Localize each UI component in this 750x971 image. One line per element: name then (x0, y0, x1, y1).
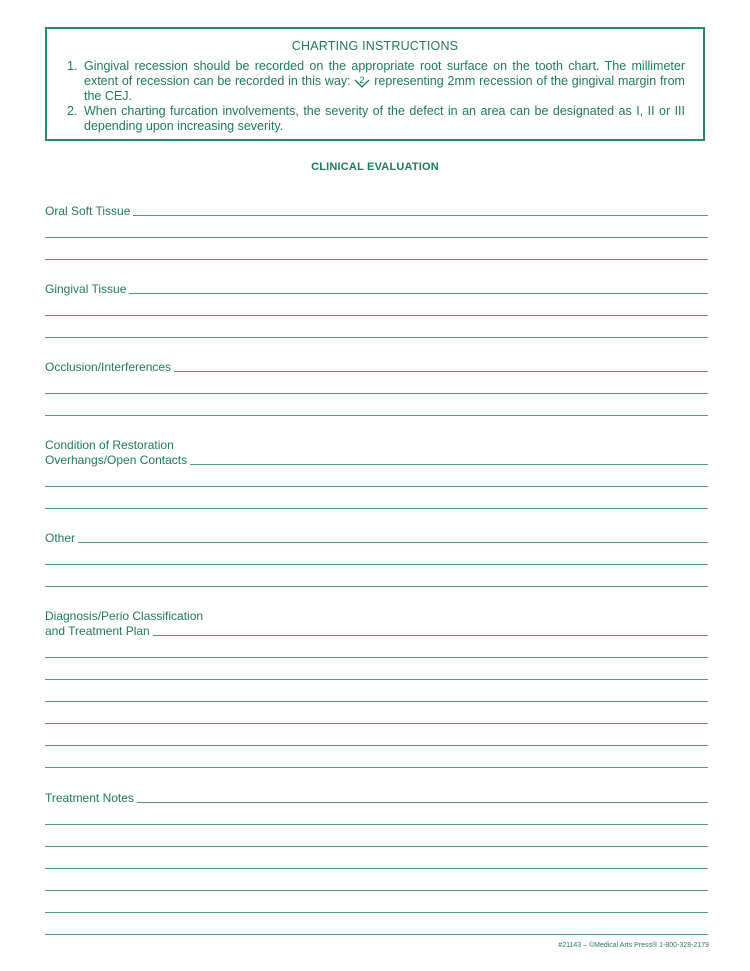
instruction-text-continued: representing 2mm recession of the gingival margin from the CEJ. (84, 74, 685, 103)
writing-line[interactable] (45, 868, 708, 869)
other-label: Other (45, 531, 78, 546)
instruction-item-1 (67, 59, 685, 104)
form-footer: #21143 – ©Medical Arts Press® 1-800-328-2179 (558, 942, 709, 949)
writing-line[interactable] (45, 337, 708, 338)
charting-instructions-box (45, 27, 705, 141)
oral-soft-tissue-field[interactable] (45, 215, 708, 216)
writing-line[interactable] (45, 890, 708, 891)
svg-text:2: 2 (359, 75, 365, 85)
writing-line[interactable] (45, 237, 708, 238)
writing-line[interactable] (45, 415, 708, 416)
writing-line[interactable] (45, 701, 708, 702)
instruction-text: When charting furcation involvements, the severity of the defect in an area can be designated as I, II or III depending upon increasing severity. (84, 104, 685, 133)
writing-line[interactable] (45, 934, 708, 935)
treatment-notes-label: Treatment Notes (45, 791, 137, 806)
writing-line[interactable] (45, 564, 708, 565)
recession-marker-icon (354, 74, 370, 88)
diagnosis-label-line1: Diagnosis/Perio Classification (45, 609, 206, 624)
restoration-label-line1: Condition of Restoration (45, 438, 177, 453)
writing-line[interactable] (45, 824, 708, 825)
writing-line[interactable] (45, 393, 708, 394)
writing-line[interactable] (45, 657, 708, 658)
writing-line[interactable] (45, 912, 708, 913)
writing-line[interactable] (45, 723, 708, 724)
section-heading: CLINICAL EVALUATION (311, 161, 439, 173)
instruction-number: 2. (67, 104, 78, 118)
other-field[interactable] (45, 542, 708, 543)
writing-line[interactable] (45, 259, 708, 260)
restoration-label-line2: Overhangs/Open Contacts (45, 453, 190, 468)
writing-line[interactable] (45, 586, 708, 587)
writing-line[interactable] (45, 315, 708, 316)
instruction-item-2 (67, 104, 685, 134)
gingival-tissue-field[interactable] (45, 293, 708, 294)
occlusion-label: Occlusion/Interferences (45, 360, 174, 375)
instruction-text: Gingival recession should be recorded on the appropriate root surface on the tooth chart. The millimeter extent of recession can be recorded in this way: (84, 59, 685, 88)
writing-line[interactable] (45, 486, 708, 487)
diagnosis-label-line2: and Treatment Plan (45, 624, 153, 639)
writing-line[interactable] (45, 508, 708, 509)
instructions-title: CHARTING INSTRUCTIONS (291, 39, 459, 53)
writing-line[interactable] (45, 679, 708, 680)
treatment-notes-field[interactable] (45, 802, 708, 803)
gingival-tissue-label: Gingival Tissue (45, 282, 129, 297)
writing-line[interactable] (45, 745, 708, 746)
writing-line[interactable] (45, 767, 708, 768)
oral-soft-tissue-label: Oral Soft Tissue (45, 204, 133, 219)
instruction-number: 1. (67, 59, 78, 73)
writing-line[interactable] (45, 846, 708, 847)
